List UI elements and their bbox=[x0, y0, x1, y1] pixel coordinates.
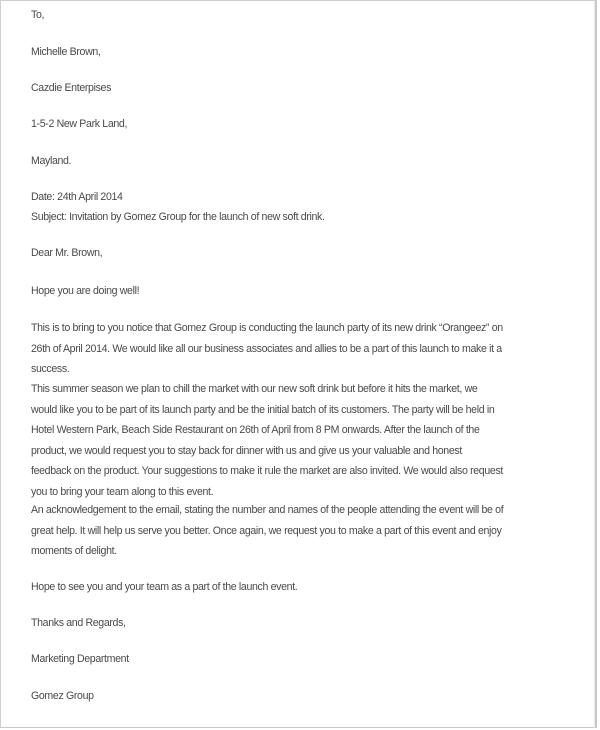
paragraph-line: This is to bring to you notice that Gomez Group is conducting the launch party of its new drink “Orangeez” on bbox=[31, 322, 503, 334]
to-label: To, bbox=[31, 9, 45, 21]
paragraph-line: Hotel Western Park, Beach Side Restaurant on 26th of April from 8 PM onwards. After the launch of the bbox=[31, 424, 480, 436]
sender-department: Marketing Department bbox=[31, 653, 129, 665]
body-paragraph-2 bbox=[31, 379, 566, 502]
recipient-company: Cazdie Enterpises bbox=[31, 82, 112, 94]
body-paragraph-3 bbox=[31, 500, 566, 562]
paragraph-line: would like you to be part of its launch party and be the initial batch of its customers. The party will be held in bbox=[31, 403, 495, 416]
recipient-address: 1-5-2 New Park Land, bbox=[31, 118, 128, 130]
paragraph-line: feedback on the product. Your suggestions to make it rule the market are also invited. We would also request bbox=[31, 465, 503, 477]
closing-line: Hope to see you and your team as a part of the launch event. bbox=[31, 581, 298, 593]
letter-greeting: Dear Mr. Brown, bbox=[31, 247, 103, 259]
paragraph-line: you to bring your team along to this event. bbox=[31, 485, 214, 498]
sender-company: Gomez Group bbox=[31, 690, 94, 702]
paragraph-line: 26th of April 2014. We would like all our business associates and allies to be a part of this launch to make it a bbox=[31, 342, 502, 355]
paragraph-line: great help. It will help us serve you better. Once again, we request you to make a part of this event and enjoy bbox=[31, 524, 502, 537]
letter-subject: Subject: Invitation by Gomez Group for the launch of new soft drink. bbox=[31, 211, 325, 223]
letter-date: Date: 24th April 2014 bbox=[31, 191, 123, 203]
page-edge-rule bbox=[594, 1, 595, 729]
paragraph-line: An acknowledgement to the email, stating the number and names of the people attending the event will be of bbox=[31, 504, 504, 516]
paragraph-line: This summer season we plan to chill the market with our new soft drink but before it hits the market, we bbox=[31, 383, 478, 395]
body-paragraph-1 bbox=[31, 318, 566, 380]
opening-line: Hope you are doing well! bbox=[31, 285, 140, 297]
recipient-name: Michelle Brown, bbox=[31, 46, 101, 58]
paragraph-line: success. bbox=[31, 363, 70, 375]
paragraph-line: moments of delight. bbox=[31, 545, 117, 557]
paragraph-line: product, we would request you to stay back for dinner with us and give us your valuable and honest bbox=[31, 444, 462, 457]
sign-off: Thanks and Regards, bbox=[31, 617, 126, 629]
recipient-city: Mayland. bbox=[31, 155, 72, 167]
